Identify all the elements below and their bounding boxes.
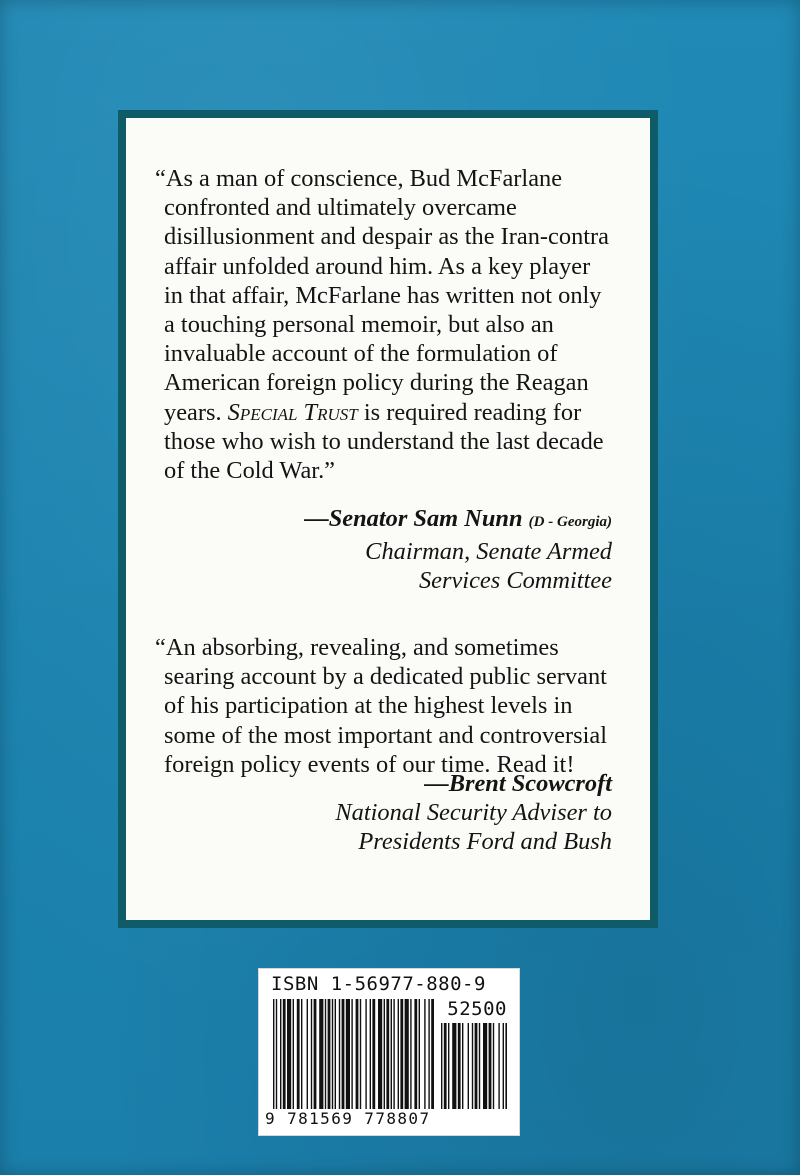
- quote-nunn-text-start: “As a man of conscience, Bud McFarlane confronted and ultimately overcame disillusionment and despair as the Iran-contra affair unfolded around him. As a key player in that affair, McFarlane has written not only a touching personal memoir, but also an invaluable account of the formulation of American foreign policy during the Reagan years.: [155, 165, 609, 426]
- quote-nunn-text-end: is required reading for those who wish to understand the last decade of the Cold War.”: [164, 398, 604, 485]
- author-nunn: —Senator Sam Nunn: [304, 505, 523, 532]
- book-title: Special Trust: [227, 398, 358, 426]
- author-title-scowcroft-2: Presidents Ford and Bush: [358, 828, 612, 856]
- price-barcode-icon: [441, 1023, 507, 1109]
- blurb-frame: [118, 110, 658, 928]
- author-name-scowcroft: —Brent Scowcroft: [424, 770, 612, 797]
- author-title-nunn-1: Chairman, Senate Armed: [365, 538, 612, 566]
- author-party-nunn: (D - Georgia): [528, 514, 612, 530]
- attribution-scowcroft: [335, 769, 612, 857]
- author-title-nunn-2: Services Committee: [418, 567, 612, 595]
- author-title-scowcroft-1: National Security Adviser to: [335, 799, 612, 827]
- attribution-nunn: [304, 504, 612, 596]
- ean-digits: 9 781569 778807: [265, 1109, 431, 1128]
- blurb-panel: [126, 118, 650, 920]
- quote-nunn: [155, 164, 612, 485]
- ean-barcode-icon: [273, 999, 435, 1109]
- author-name-nunn: [304, 504, 612, 537]
- quote-scowcroft: “An absorbing, revealing, and sometimes searing account by a dedicated public servant of his participation at the highest levels in some of the most important and controversial foreign policy events of our time. Read it!: [155, 634, 607, 778]
- barcode-label: [258, 968, 520, 1136]
- price-code: 52500: [447, 998, 507, 1020]
- isbn-number: ISBN 1-56977-880-9: [271, 973, 486, 995]
